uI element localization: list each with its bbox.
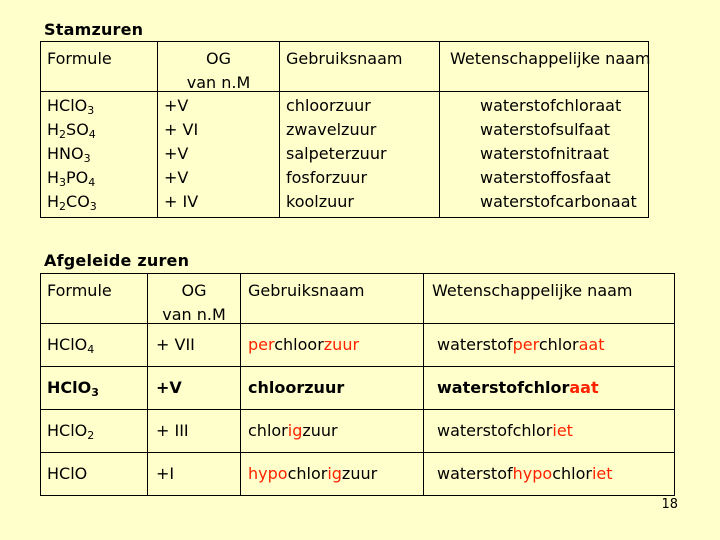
wetenschappelijk-cell: waterstofchloraat — [480, 96, 622, 115]
formula-text: HClO — [47, 464, 88, 483]
header-og-line1: OG — [206, 49, 231, 68]
name-part: aat — [569, 378, 599, 397]
name-part: chloorzuur — [248, 378, 345, 397]
formula-cell — [41, 410, 148, 453]
formula-cell: $HNO_3$ — [47, 144, 91, 165]
name-part: ig — [327, 464, 342, 483]
name-part: chlor — [248, 421, 288, 440]
name-part: ig — [287, 421, 303, 440]
og-cell: + IV — [164, 192, 199, 211]
og-value: + III — [156, 421, 189, 440]
gebruiksnaam-cell: zwavelzuur — [286, 120, 377, 139]
formula-cell: $H_2CO_3$ — [47, 192, 97, 213]
stamzuren-table — [40, 41, 649, 218]
formula-subscript: 3 — [89, 200, 97, 213]
formula-subscript: 2 — [59, 200, 67, 213]
name-part: hypo — [512, 464, 553, 483]
header-wetenschappelijk — [440, 42, 649, 92]
wetenschappelijk-cell — [424, 410, 675, 453]
gebruiksnaam-cell: fosforzuur — [286, 168, 368, 187]
name-part: waterstof — [437, 464, 513, 483]
gebruiksnaam-cell: chloorzuur — [286, 96, 371, 115]
formula-subscript: 2 — [87, 429, 95, 442]
og-value: +V — [156, 378, 182, 397]
header-wetenschappelijk — [424, 274, 675, 324]
og-cell — [148, 324, 241, 367]
formula-subscript: 3 — [83, 152, 91, 165]
formula-text: HClO$_2$ — [47, 421, 95, 442]
header-og — [148, 274, 241, 324]
wetenschappelijk-cell: waterstofnitraat — [480, 144, 609, 163]
formula-cell: $H_2SO_4$ — [47, 120, 96, 141]
header-og-line2: van n.M — [162, 305, 226, 324]
header-formule-label: Formule — [47, 49, 112, 68]
header-wetenschappelijk-label: Wetenschappelijke naam — [432, 281, 633, 300]
formula-subscript: 4 — [87, 343, 95, 356]
wetenschappelijk-cell — [424, 367, 675, 410]
name-part: iet — [591, 464, 613, 483]
og-cell: +V — [164, 168, 189, 187]
formula-subscript: 3 — [87, 104, 95, 117]
gebruiksnaam-cell — [241, 324, 424, 367]
header-gebruiksnaam — [280, 42, 440, 92]
wetenschappelijk-cell: waterstofcarbonaat — [480, 192, 637, 211]
wetenschappelijk-column — [440, 92, 649, 218]
name-part: per — [248, 335, 275, 354]
header-formule — [41, 274, 148, 324]
formula-subscript: 3 — [91, 386, 99, 399]
name-part: hypo — [248, 464, 288, 483]
og-column — [158, 92, 280, 218]
gebruiksnaam-cell: koolzuur — [286, 192, 354, 211]
header-gebruiksnaam-label: Gebruiksnaam — [248, 281, 365, 300]
name-part: chloor — [274, 335, 324, 354]
formula-column — [41, 92, 158, 218]
header-og-line2: van n.M — [186, 73, 251, 92]
gebruiksnaam-cell — [241, 367, 424, 410]
gebruiksnaam-column — [280, 92, 440, 218]
formula-cell — [41, 453, 148, 496]
og-cell: + VI — [164, 120, 199, 139]
wetenschappelijk-cell — [424, 324, 675, 367]
gebruiksnaam-cell — [241, 410, 424, 453]
og-cell — [148, 453, 241, 496]
og-cell — [148, 410, 241, 453]
formula-subscript: 2 — [59, 128, 67, 141]
og-value: +I — [156, 464, 175, 483]
name-part: zuur — [302, 421, 338, 440]
header-og — [158, 42, 280, 92]
formula-subscript: 3 — [59, 176, 67, 189]
name-part: chlor — [552, 464, 592, 483]
gebruiksnaam-cell — [241, 453, 424, 496]
og-cell — [148, 367, 241, 410]
header-gebruiksnaam — [241, 274, 424, 324]
name-part: per — [512, 335, 539, 354]
page-number: 18 — [661, 497, 678, 512]
name-part: chlor — [287, 464, 328, 483]
wetenschappelijk-cell: waterstofsulfaat — [480, 120, 611, 139]
name-part: zuur — [341, 464, 378, 483]
name-part: waterstofchlor — [437, 421, 553, 440]
header-gebruiksnaam-label: Gebruiksnaam — [286, 49, 403, 68]
formula-cell — [41, 324, 148, 367]
name-part: waterstof — [437, 335, 513, 354]
name-part: iet — [552, 421, 573, 440]
header-wetenschappelijk-label: Wetenschappelijke naam — [450, 49, 651, 68]
afgeleide-zuren-table — [40, 273, 675, 496]
formula-text: HClO$_3$ — [47, 378, 99, 399]
formula-cell: HClO$_3$ — [47, 96, 95, 117]
og-cell: +V — [164, 144, 189, 163]
section-title-stamzuren: Stamzuren — [44, 20, 144, 39]
name-part: waterstofchlor — [437, 378, 570, 397]
formula-subscript: 4 — [88, 176, 96, 189]
formula-cell: $H_3PO_4$ — [47, 168, 96, 189]
wetenschappelijk-cell — [424, 453, 675, 496]
header-formule — [41, 42, 158, 92]
gebruiksnaam-cell: salpeterzuur — [286, 144, 387, 163]
formula-text: HClO$_4$ — [47, 335, 95, 356]
header-og-line1: OG — [181, 281, 207, 300]
wetenschappelijk-cell: waterstoffosfaat — [480, 168, 611, 187]
name-part: aat — [578, 335, 605, 354]
og-cell: +V — [164, 96, 189, 115]
formula-subscript: 4 — [88, 128, 96, 141]
formula-cell — [41, 367, 148, 410]
header-formule-label: Formule — [47, 281, 112, 300]
name-part: zuur — [323, 335, 360, 354]
og-value: + VII — [156, 335, 195, 354]
section-title-afgeleide-zuren: Afgeleide zuren — [44, 251, 190, 270]
name-part: chlor — [538, 335, 579, 354]
